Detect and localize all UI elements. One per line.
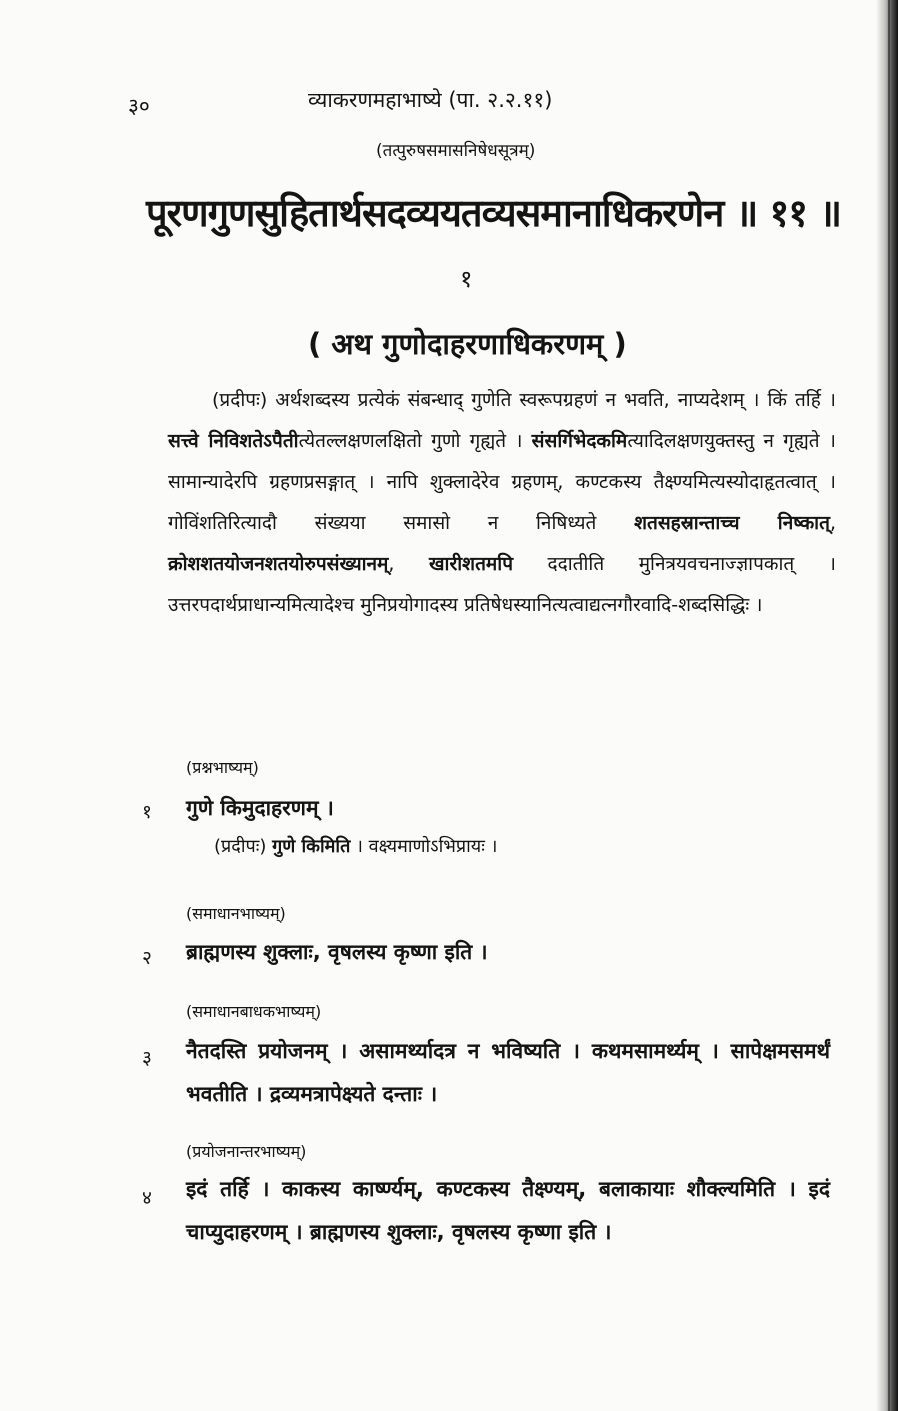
page-edge-line — [888, 0, 890, 1411]
section-2-number: २ — [142, 947, 152, 969]
section-1-text: गुणे किमुदाहरणम् । — [186, 796, 334, 820]
section-4-number: ४ — [142, 1187, 152, 1209]
pradipa-label: (प्रदीपः) — [214, 836, 267, 857]
section-3-label: (समाधानबाधकभाष्यम्) — [186, 1002, 322, 1021]
page-edge-shadow — [876, 0, 898, 1411]
section-2-label: (समाधानभाष्यम्) — [186, 904, 286, 923]
section-4-label: (प्रयोजनान्तरभाष्यम्) — [186, 1142, 307, 1161]
page-number: ३० — [128, 94, 150, 118]
pradipa-commentary: (प्रदीपः) अर्थशब्दस्य प्रत्येकं संबन्धाद् गुणेति स्वरूपग्रहणं न भवति, नाप्यदेशम् । किं तर्हि । सत्त्वे निविशतेऽपैतीत्येतल्लक्षणलक्षितो गुणो गृह्यते । संसर्गिभेदकमित्यादिलक्षणयुक्तस्तु न गृह्यते । सामान्यादेरपि ग्रहणप्रसङ्गात् । नापि शुक्लादेरेव ग्रहणम्, कण्टकस्य तैक्ष्ण्यमित्यस्योदाहृतत्वात् । गोविंशतिरित्यादौ संख्यया समासो न निषिध्यते शतसहस्रान्ताच्च निष्कात्, क्रोशशतयोजनशतयोरुपसंख्यानम्, खारीशतमपि ददातीति मुनित्रयवचनाज्ज्ञापकात् । उत्तरपदार्थप्राधान्यमित्यादेश्च मुनिप्रयोगादस्य प्रतिषेधस्यानित्यत्वाद्यत्नगौरवादि-शब्दसिद्धिः । — [168, 389, 836, 616]
section-3-text: नैतदस्ति प्रयोजनम् । असामर्थ्यादत्र न भविष्यति । कथमसामर्थ्यम् । सापेक्षमसमर्थं भवतीति । द्रव्यमत्रापेक्ष्यते दन्ताः । — [186, 1039, 830, 1106]
section-2-text: ब्राह्मणस्य शुक्लाः, वृषलस्य कृष्णा इति । — [186, 940, 488, 964]
running-head: व्याकरणमहाभाष्ये (पा. २.२.११) — [308, 88, 553, 112]
pradipa-label: (प्रदीपः) — [212, 389, 268, 411]
section-1-label: (प्रश्नभाष्यम्) — [186, 758, 259, 777]
sutra-type-label: (तत्पुरुषसमासनिषेधसूत्रम्) — [376, 141, 536, 161]
section-3-number: ३ — [142, 1047, 152, 1069]
section-4-text: इदं तर्हि । काकस्य कार्ष्ण्यम्, कण्टकस्य तैक्ष्ण्यम्, बलाकायाः शौक्ल्यमिति । इदं चाप्युदाहरणम् । ब्राह्मणस्य शुक्लाः, वृषलस्य कृष्णा इति । — [186, 1177, 830, 1244]
adhikarana-number: १ — [460, 265, 473, 293]
adhikarana-title: ( अथ गुणोदाहरणाधिकरणम् ) — [308, 327, 627, 361]
section-1-pradipa: (प्रदीपः) गुणे किमिति । वक्ष्यमाणोऽभिप्रायः । — [214, 836, 498, 857]
section-1-number: १ — [142, 801, 152, 823]
sutra-text: पूरणगुणसुहितार्थसदव्ययतव्यसमानाधिकरणेन ॥ ११ ॥ — [146, 191, 842, 235]
